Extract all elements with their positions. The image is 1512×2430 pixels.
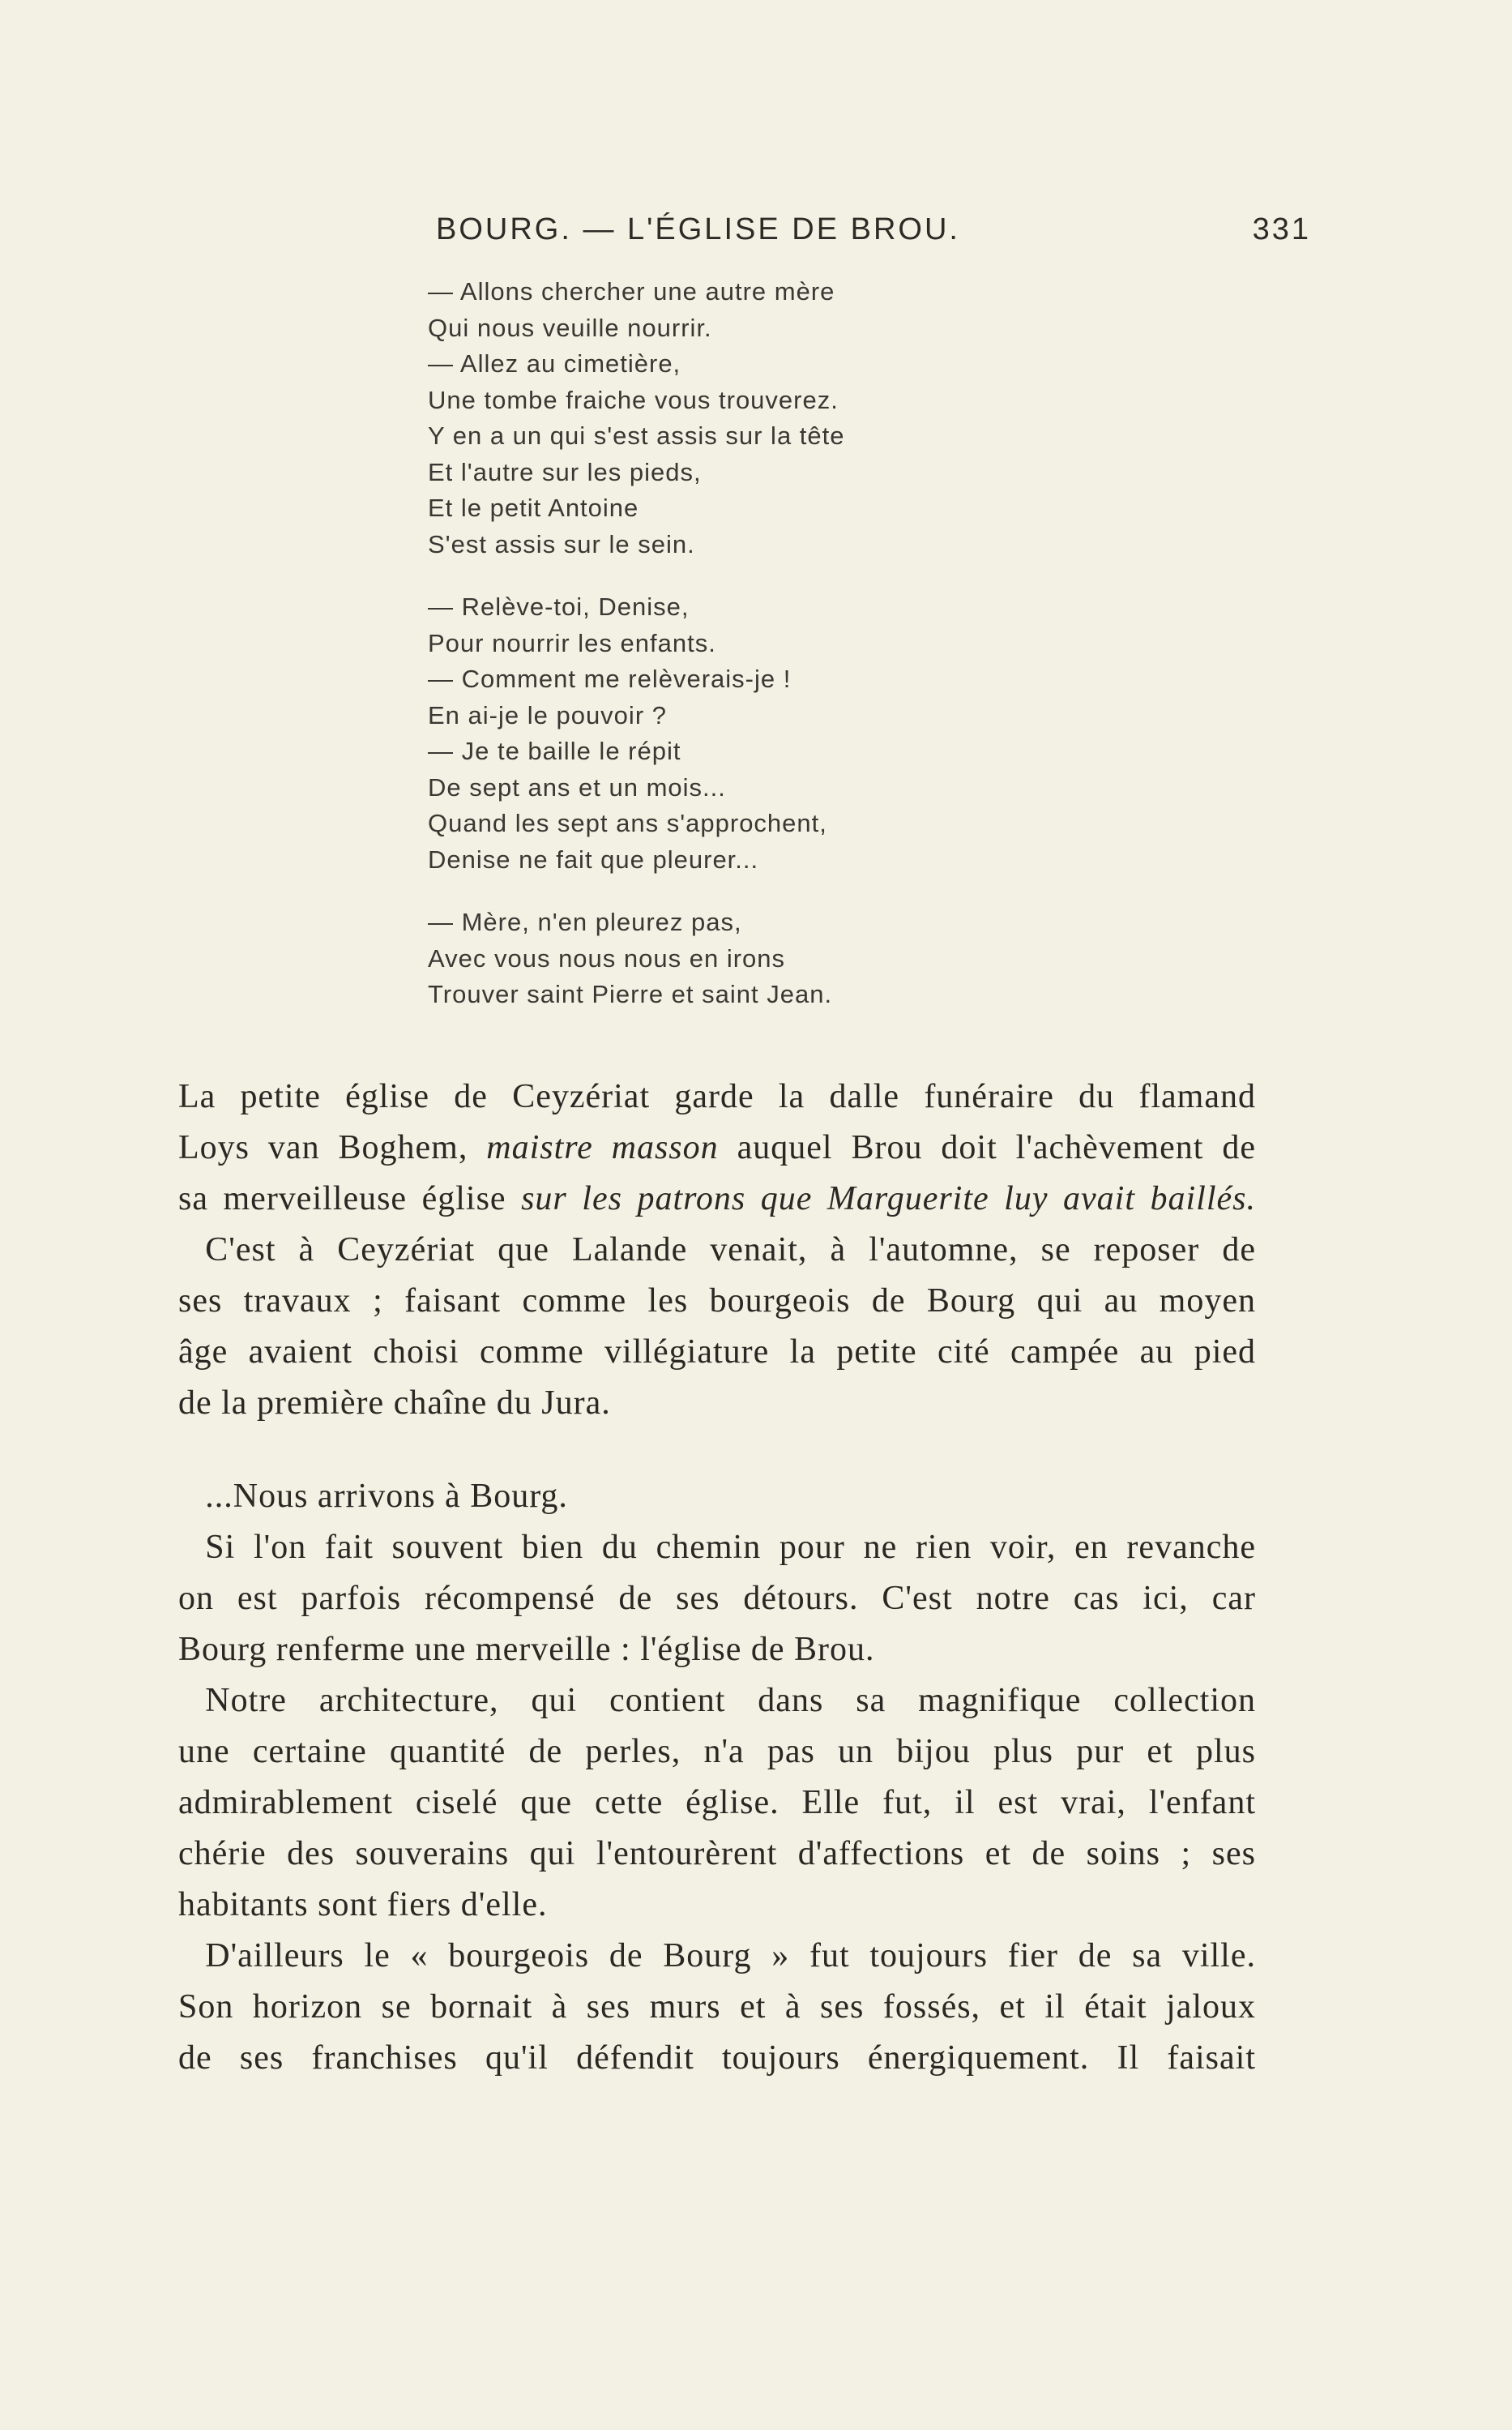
text-span: auquel Brou doit l'achèvement de	[737, 1129, 1257, 1166]
text-line	[178, 1174, 1256, 1225]
poem-stanza	[428, 589, 995, 878]
verse-line: — Je te baille le répit	[428, 737, 681, 765]
italic-quote: sur les patrons que Marguerite luy avait baillés.	[521, 1180, 1256, 1217]
verse-line: Pour nourrir les enfants.	[428, 628, 716, 657]
poem-stanza	[428, 274, 995, 563]
verse-line: — Allons chercher une autre mère	[428, 277, 835, 306]
paragraph-lalande	[178, 1225, 1256, 1429]
verse-line: Une tombe fraiche vous trouverez.	[428, 385, 839, 414]
verse-line: Avec vous nous nous en irons	[428, 943, 786, 973]
text-line: de la première chaîne du Jura.	[178, 1384, 611, 1422]
text-line: une certaine quantité de perles, n'a pas un bijou plus pur et plus	[178, 1733, 1256, 1770]
running-title: BOURG. — L'ÉGLISE DE BROU.	[436, 212, 960, 246]
verse-line: — Relève-toi, Denise,	[428, 593, 690, 621]
text-line: D'ailleurs le « bourgeois de Bourg » fut toujours fier de sa ville.	[205, 1937, 1256, 1974]
text-line: ses travaux ; faisant comme les bourgeois de Bourg qui au moyen	[178, 1282, 1256, 1320]
poem-stanza	[428, 905, 995, 1013]
text-span: sa merveilleuse église	[178, 1180, 506, 1217]
verse-line: — Mère, n'en pleurez pas,	[428, 908, 742, 936]
paragraph-detours	[178, 1522, 1256, 1675]
paragraph-arrival	[178, 1471, 1256, 1522]
text-line: admirablement ciselé que cette église. Elle fut, il est vrai, l'enfant	[178, 1784, 1256, 1821]
verse-line: Et l'autre sur les pieds,	[428, 457, 702, 486]
verse-line: — Comment me relèverais-je !	[428, 665, 792, 693]
verse-line: S'est assis sur le sein.	[428, 529, 695, 558]
text-line: on est parfois récompensé de ses détours. C'est notre cas ici, car	[178, 1580, 1256, 1617]
text-line: Notre architecture, qui contient dans sa magnifique collection	[205, 1682, 1256, 1719]
verse-line: — Allez au cimetière,	[428, 349, 681, 378]
text-line: âge avaient choisi comme villégiature la petite cité campée au pied	[178, 1333, 1256, 1371]
text-line: habitants sont fiers d'elle.	[178, 1886, 548, 1923]
paragraph-architecture	[178, 1675, 1256, 1931]
verse-line: Et le petit Antoine	[428, 494, 639, 522]
text-line: La petite église de Ceyzériat garde la dalle funéraire du flamand	[178, 1078, 1256, 1115]
verse-line: Trouver saint Pierre et saint Jean.	[428, 980, 833, 1008]
verse-line: De sept ans et un mois...	[428, 772, 726, 802]
text-span: Loys van Boghem,	[178, 1129, 468, 1166]
text-line: C'est à Ceyzériat que Lalande venait, à l'automne, se reposer de	[205, 1231, 1256, 1268]
paragraph-ceyzeriat-slab	[178, 1072, 1256, 1225]
text-line	[178, 1123, 1256, 1174]
running-header	[436, 212, 1311, 253]
body-text	[178, 1072, 1256, 2084]
paragraph-bourgeois	[178, 1931, 1256, 2084]
verse-line: Quand les sept ans s'approchent,	[428, 809, 827, 837]
verse-line: Denise ne fait que pleurer...	[428, 845, 759, 874]
text-line: Son horizon se bornait à ses murs et à ses fossés, et il était jaloux	[178, 1988, 1256, 2026]
verse-line: Qui nous veuille nourrir.	[428, 313, 712, 342]
text-line: Bourg renferme une merveille : l'église de Brou.	[178, 1631, 875, 1668]
text-line: Si l'on fait souvent bien du chemin pour ne rien voir, en revanche	[205, 1529, 1256, 1566]
italic-quote: maistre masson	[486, 1129, 719, 1166]
text-line: chérie des souverains qui l'entourèrent d'affections et de soins ; ses	[178, 1835, 1256, 1872]
text-line: de ses franchises qu'il défendit toujours énergiquement. Il faisait	[178, 2039, 1256, 2077]
verse-line: Y en a un qui s'est assis sur la tête	[428, 421, 845, 450]
text-line: ...Nous arrivons à Bourg.	[205, 1478, 568, 1515]
verse-line: En ai-je le pouvoir ?	[428, 700, 667, 729]
page-number: 331	[1252, 212, 1311, 246]
poem	[428, 274, 995, 1040]
